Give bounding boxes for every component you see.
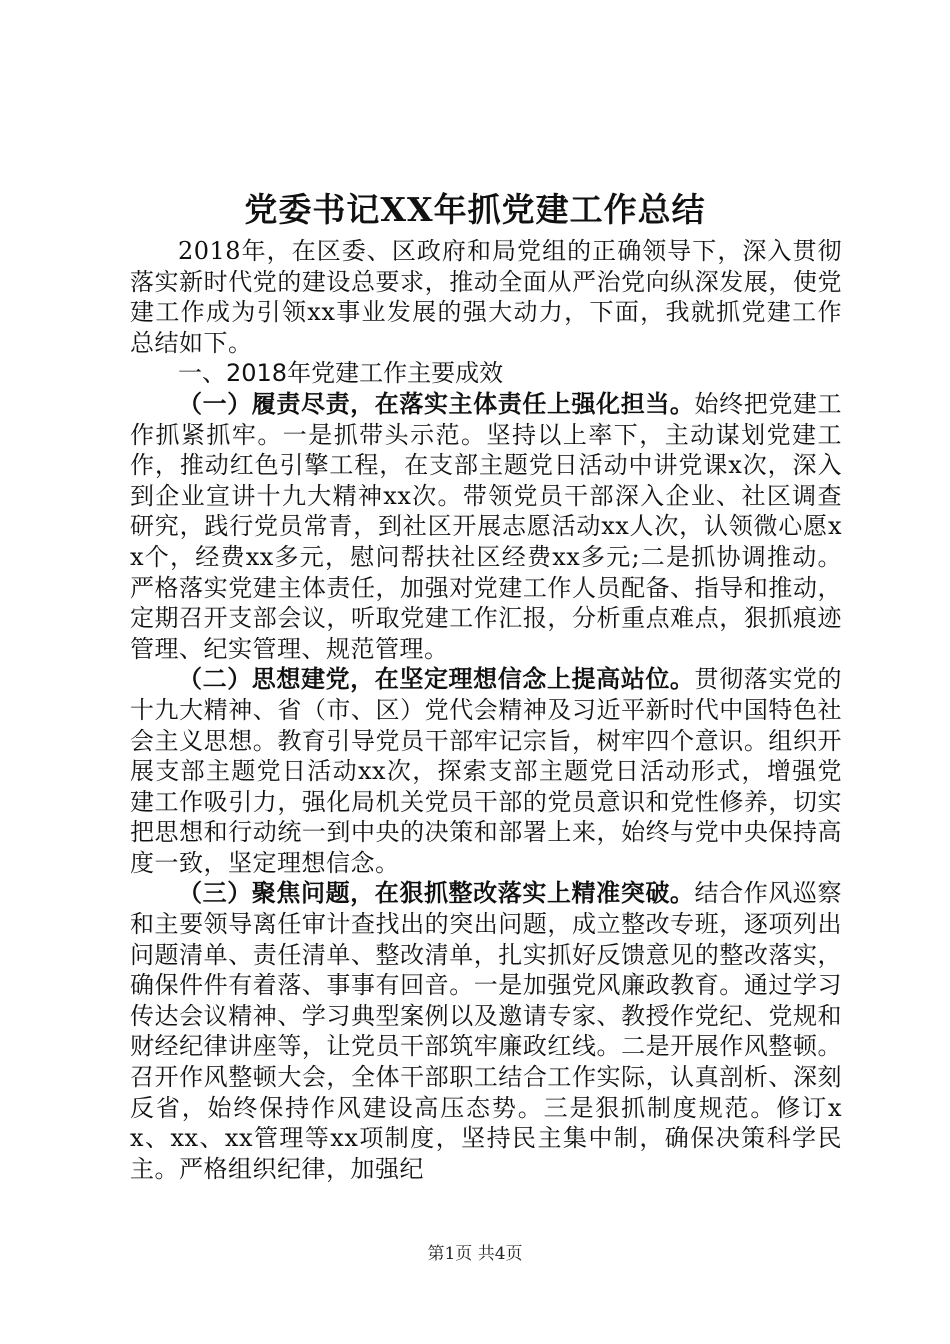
section-heading: 一、2018年党建工作主要成效 (178, 359, 504, 388)
page-footer: 第1页 共4页 (427, 1244, 523, 1264)
item-text-1: 始终把党建工作抓紧抓牢。一是抓带头示范。坚持以上率下，主动谋划党建工作，推动红色引擎工程，在支部主题党日活动中讲党课x次，深入到企业宣讲十九大精神xx次。带领党员干部深入企业、社区调查研究，践行党员常青，到社区开展志愿活动xx人次，认领微心愿xx个，经费xx多元，慰问帮扶社区经费xx多元;二是抓协调推动。严格落实党建主体责任，加强对党建工作人员配备、指导和推动，定期召开支部会议，听取党建工作汇报，分析重点难点，狠抓痕迹管理、纪实管理、规范管理。 (130, 389, 843, 663)
item-paragraph-2 (130, 664, 842, 878)
document-body (130, 236, 842, 1184)
item-paragraph-3 (130, 878, 842, 1184)
item-paragraph-1 (130, 389, 842, 664)
item-text-3: 结合作风巡察和主要领导离任审计查找出的突出问题，成立整改专班，逐项列出问题清单、责任清单、整改清单，扎实抓好反馈意见的整改落实，确保件件有着落、事事有回音。一是加强党风廉政教育。通过学习传达会议精神、学习典型案例以及邀请专家、教授作党纪、党规和财经纪律讲座等，让党员干部筑牢廉政红线。二是开展作风整顿。召开作风整顿大会，全体干部职工结合工作实际，认真剖析、深刻反省，始终保持作风建设高压态势。三是狠抓制度规范。修订xx、xx、xx管理等xx项制度，坚持民主集中制，确保决策科学民主。严格组织纪律，加强纪 (130, 879, 843, 1183)
item-lead-3: （三）聚焦问题，在狠抓整改落实上精准突破。 (178, 879, 695, 908)
item-lead-2: （二）思想建党，在坚定理想信念上提高站位。 (178, 665, 695, 694)
item-text-2: 贯彻落实党的十九大精神、省（市、区）党代会精神及习近平新时代中国特色社会主义思想。教育引导党员干部牢记宗旨，树牢四个意识。组织开展支部主题党日活动xx次，探索支部主题党日活动形式，增强党建工作吸引力，强化局机关党员干部的党员意识和党性修养，切实把思想和行动统一到中央的决策和部署上来，始终与党中央保持高度一致，坚定理想信念。 (130, 665, 843, 877)
item-lead-1: （一）履责尽责，在落实主体责任上强化担当。 (178, 389, 695, 418)
intro-paragraph: 2018年，在区委、区政府和局党组的正确领导下，深入贯彻落实新时代党的建设总要求，推动全面从严治党向纵深发展，使党建工作成为引领xx事业发展的强大动力，下面，我就抓党建工作总结如下。 (130, 237, 842, 357)
document-title: 党委书记XX年抓党建工作总结 (244, 190, 706, 229)
